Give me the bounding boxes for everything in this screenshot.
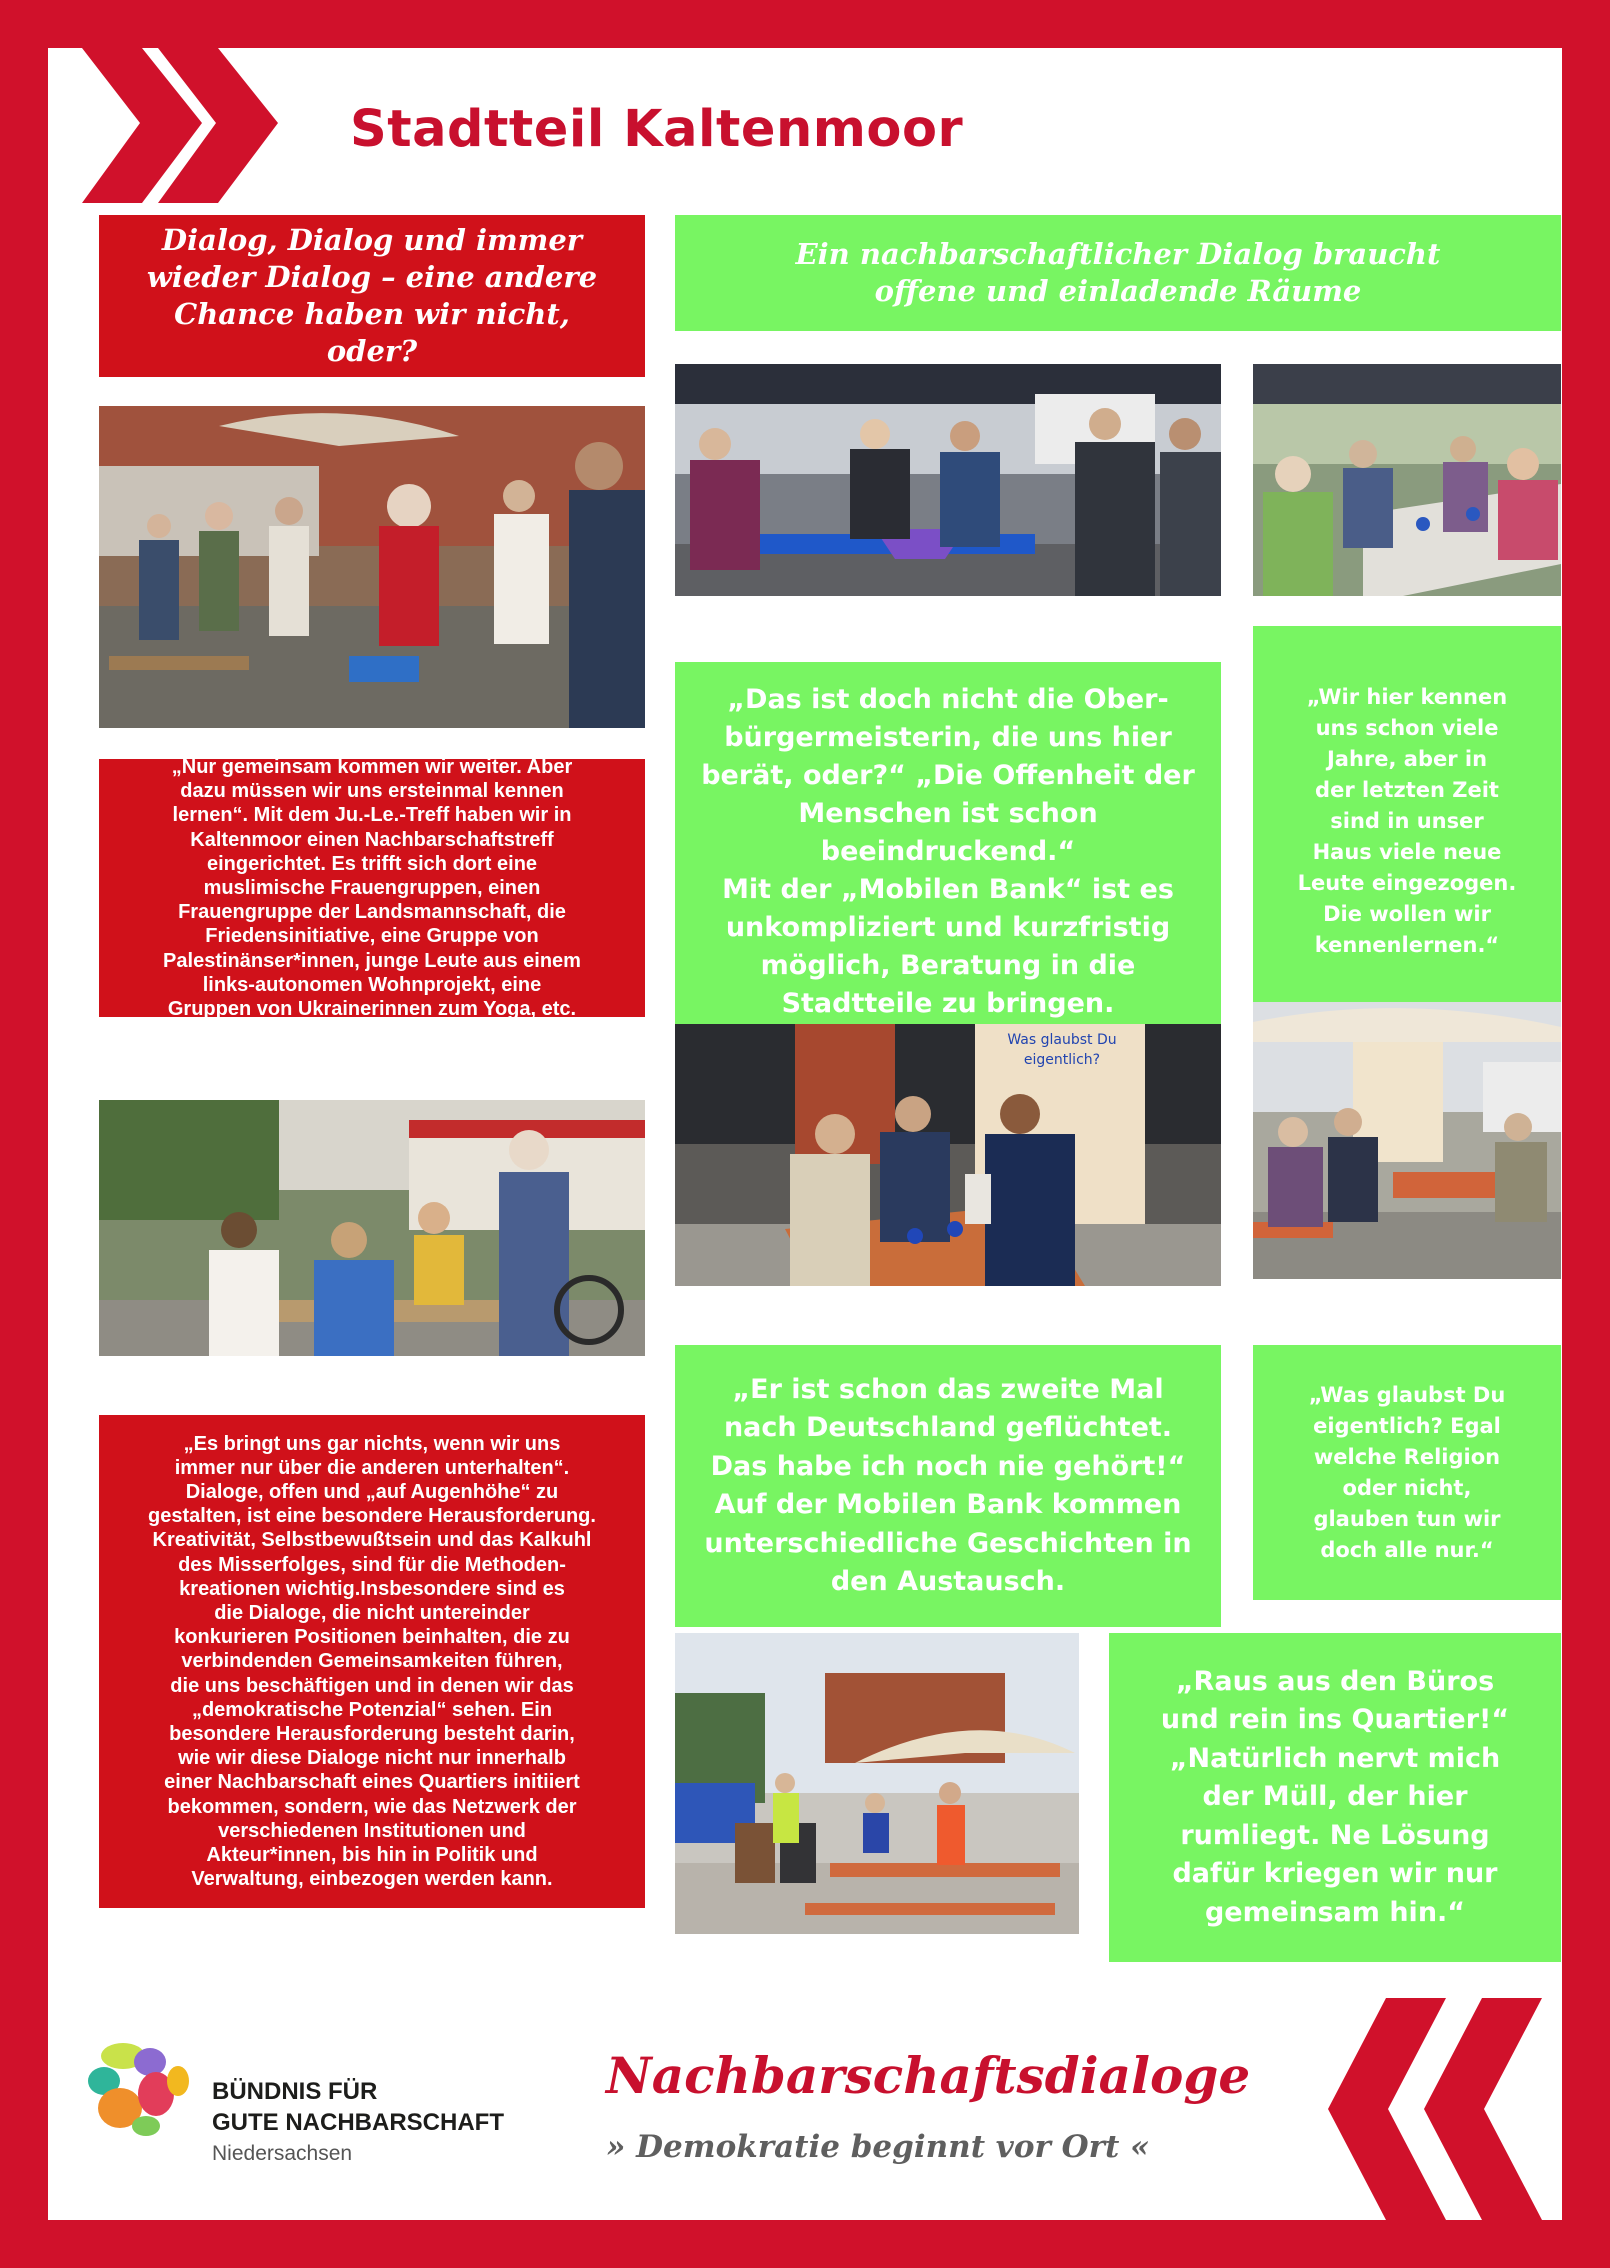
left-text-box-1 xyxy=(99,755,645,1020)
left-headline-text: Dialog, Dialog und immer wieder Dialog – eine andere Chance haben wir nicht, oder? xyxy=(146,223,598,368)
page-title: Stadtteil Kaltenmoor xyxy=(350,100,964,159)
poster-content-area xyxy=(48,48,1562,2220)
photo-mobile-bank-tent xyxy=(675,364,1221,596)
right-headline-text: Ein nachbarschaftlicher Dialog braucht offene und einladende Räume xyxy=(795,237,1441,308)
right-quote-box-4 xyxy=(1253,1345,1561,1600)
photo-dialog-poster xyxy=(675,1024,1221,1286)
org-name-line-2: GUTE NACHBARSCHAFT xyxy=(212,2109,504,2136)
right-quote-5: „Raus aus den Büros und rein ins Quartier!“ „Natürlich nervt mich der Müll, der hier rumliegt. Ne Lösung dafür kriegen wir nur gemeinsam hin.“ xyxy=(1160,1665,1510,1928)
brand-tagline: » Demokratie beginnt vor Ort « xyxy=(606,2129,1150,2165)
logo-icon xyxy=(88,2036,193,2138)
left-headline xyxy=(99,215,645,377)
right-quote-3: „Er ist schon das zweite Mal nach Deutschland geflüchtet. Das habe ich noch nie gehört!“ Auf der Mobilen Bank kommen unterschiedliche Geschichten in den Austausch. xyxy=(704,1373,1192,1597)
right-quote-box-5 xyxy=(1109,1633,1561,1962)
brand-title: Nachbarschaftsdialoge xyxy=(606,2046,1251,2105)
photo-coffee-table xyxy=(1253,364,1561,596)
right-quote-4: „Was glaubst Du eigentlich? Egal welche Religion oder nicht, glauben tun wir doch alle nur.“ xyxy=(1308,1382,1506,1562)
left-text-1: „Nur gemeinsam kommen wir weiter. Aber dazu müssen wir uns ersteinmal kennen lernen“. Mit dem Ju.-Le.-Treff haben wir in Kaltenmoor einen Nachbarschaftstreff eingerichtet. Es trifft sich dort eine muslimische Frauengruppen, einen Frauengruppe der Landsmannschaft, die Friedensinitiative, eine Gruppe von Palestinänser*innen, junge Leute aus einem links-autonomen Wohnprojekt, eine Gruppen von Ukrainerinnen zum Yoga, etc. xyxy=(163,755,581,1020)
photo-neighbourhood-gathering xyxy=(99,406,645,728)
right-quote-box-3 xyxy=(675,1345,1221,1627)
right-quote-box-2 xyxy=(1253,626,1561,1017)
right-headline xyxy=(675,215,1561,331)
poster-sign-text: Was glaubst Du eigentlich? xyxy=(1007,1032,1117,1068)
right-quote-1: „Das ist doch nicht die Ober- bürgermeisterin, die uns hier berät, oder?“ „Die Offenheit der Menschen ist schon beeindruckend.“ Mit der „Mobilen Bank“ ist es unkompliziert und kurzfristig möglich, Beratung in die Stadtteile zu bringen. xyxy=(701,684,1195,1019)
right-quote-2: „Wir hier kennen uns schon viele Jahre, aber in der letzten Zeit sind in unser Haus viele neue Leute eingezogen. Die wollen wir kennenlernen.“ xyxy=(1297,685,1517,957)
photo-outdoor-table xyxy=(99,1100,645,1356)
left-text-box-2 xyxy=(99,1415,645,1908)
photo-umbrella-street xyxy=(675,1633,1079,1934)
photo-seated-neighbours xyxy=(1253,1002,1561,1279)
chevron-quote-icon xyxy=(1316,1998,1562,2220)
left-text-2: „Es bringt uns gar nichts, wenn wir uns immer nur über die anderen unterhalten“. Dialoge, offen und „auf Augenhöhe“ zu gestalten, ist eine besondere Herausforderung. Kreativität, Selbstbewußtsein und das Kalkuhl des Misserfolges, sind für die Methoden- kreationen wichtig.Insbesondere sind es die Dialoge, die nicht untereinder konkurieren Positionen beinhalten, die zu verbindenden Gemeinsamkeiten führen, die uns beschäftigen und in denen wir das „demokratische Potenzial“ sehen. Ein besondere Herausforderung besteht darin, wie wir diese Dialoge nicht nur innerhalb einer Nachbarschaft eines Quartiers initiiert bekommen, sondern, wie das Netzwerk der verschiedenen Institutionen und Akteur*innen, bis hin in Politik und Verwaltung, einbezogen werden kann. xyxy=(148,1432,596,1891)
org-name-line-1: BÜNDNIS FÜR xyxy=(212,2078,378,2105)
org-region: Niedersachsen xyxy=(212,2142,353,2165)
right-quote-box-1 xyxy=(675,662,1221,1042)
